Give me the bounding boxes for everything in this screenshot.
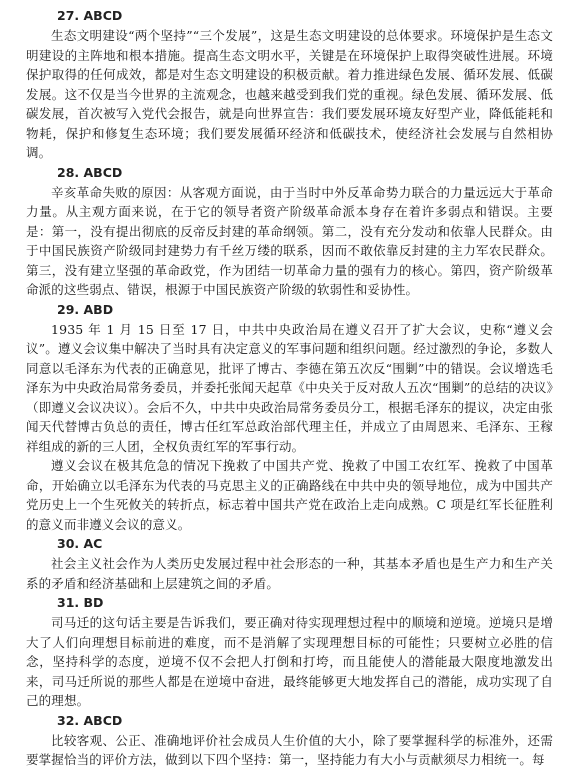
explanation-paragraph: 司马迁的这句话主要是告诉我们，要正确对待实现理想过程中的顺境和逆境。逆境只是增大了人们向理想目标前进的难度，而不是消解了实现理想目标的可能性；只要树立必胜的信念，坚持科学的态度，逆境不仅不会把人打倒和打垮，而且能使人的潜能最大限度地激发出来，司马迁所说的那些人都是在逆境中奋进，最终能够更大地发挥自己的潜能，成功实现了自己的理想。 <box>26 615 553 708</box>
explanation-paragraph: 辛亥革命失败的原因：从客观方面说，由于当时中外反革命势力联合的力量远远大于革命力量。从主观方面来说，在于它的领导者资产阶级革命派本身存在着许多弱点和错误。主要是：第一，没有提出彻底的反帝反封建的革命纲领。第二，没有充分发动和依靠人民群众。由于中国民族资产阶级同封建势力有千丝万缕的联系，因而不敢依靠反封建的主力军农民群众。第三，没有建立坚强的革命政党，作为团结一切革命力量的强有力的核心。第四，资产阶级革命派的这些弱点、错误，根源于中国民族资产阶级的软弱性和妥协性。 <box>26 184 553 297</box>
explanation-paragraph: 社会主义社会作为人类历史发展过程中社会形态的一种，其基本矛盾也是生产力和生产关系的矛盾和经济基础和上层建筑之间的矛盾。 <box>26 556 553 591</box>
answer-heading: 30. AC <box>57 536 103 551</box>
answer-heading: 32. ABCD <box>57 712 123 728</box>
explanation-paragraph: 1935 年 1 月 15 日至 17 日，中共中央政治局在遵义召开了扩大会议，史称“遵义会议”。遵义会议集中解决了当时具有决定意义的军事问题和组织问题。经过激烈的争论，多数人同意以毛泽东为代表的正确意见，批评了博古、李德在第五次反“围剿”中的错误。会议增选毛泽东为中央政治局常务委员，并委托张闻天起草《中央关于反对敌人五次“围剿”的总结的决议》（即遵义会议决议）。会后不久，中共中央政治局常务委员分工，根据毛泽东的提议，决定由张闻天代替博古负总的责任，博古任红军总政治部代理主任，并成立了由周恩来、毛泽东、王稼祥组成的新的三人团，全权负责红军的军事行动。 <box>26 321 553 454</box>
answer-section-31 <box>26 593 553 711</box>
answer-heading: 28. ABCD <box>57 164 123 180</box>
answer-heading: 31. BD <box>57 595 104 610</box>
answer-section-32 <box>26 711 553 770</box>
explanation-paragraph: 生态文明建设“两个坚持”“三个发展”，这是生态文明建设的总体要求。环境保护是生态文明建设的主阵地和根本措施。提高生态文明水平，关键是在环境保护上取得突破性进展。环境保护取得的任何成效，都是对生态文明建设的积极贡献。着力推进绿色发展、循环发展、低碳发展。这不仅是当今世界的主流观念，也越来越受到我们党的重视。绿色发展、循环发展、低碳发展，首次被写入党代会报告，就是向世界宣告：我们要发展环境友好型产业，降低能耗和物耗，保护和修复生态环境；我们要发展循环经济和低碳技术，使经济社会发展与自然相协调。 <box>26 28 553 160</box>
answer-section-27 <box>26 6 553 163</box>
answer-section-29 <box>26 300 553 535</box>
answer-section-30 <box>26 534 553 593</box>
explanation-paragraph: 遵义会议在极其危急的情况下挽救了中国共产党、挽救了中国工农红军、挽救了中国革命，开始确立以毛泽东为代表的马克思主义的正确路线在中共中央的领导地位，成为中国共产党历史上一个生死攸关的转折点，标志着中国共产党在政治上走向成熟。C 项是红军长征胜利的意义而非遵义会议的意义。 <box>26 458 553 532</box>
explanation-paragraph: 比较客观、公正、准确地评价社会成员人生价值的大小，除了要掌握科学的标准外，还需要掌握恰当的评价方法，做到以下四个坚持：第一，坚持能力有大小与贡献须尽力相统一。每 <box>26 732 553 767</box>
answer-heading: 27. ABCD <box>57 8 123 23</box>
answer-heading: 29. ABD <box>57 301 114 317</box>
answer-section-28 <box>26 163 553 300</box>
